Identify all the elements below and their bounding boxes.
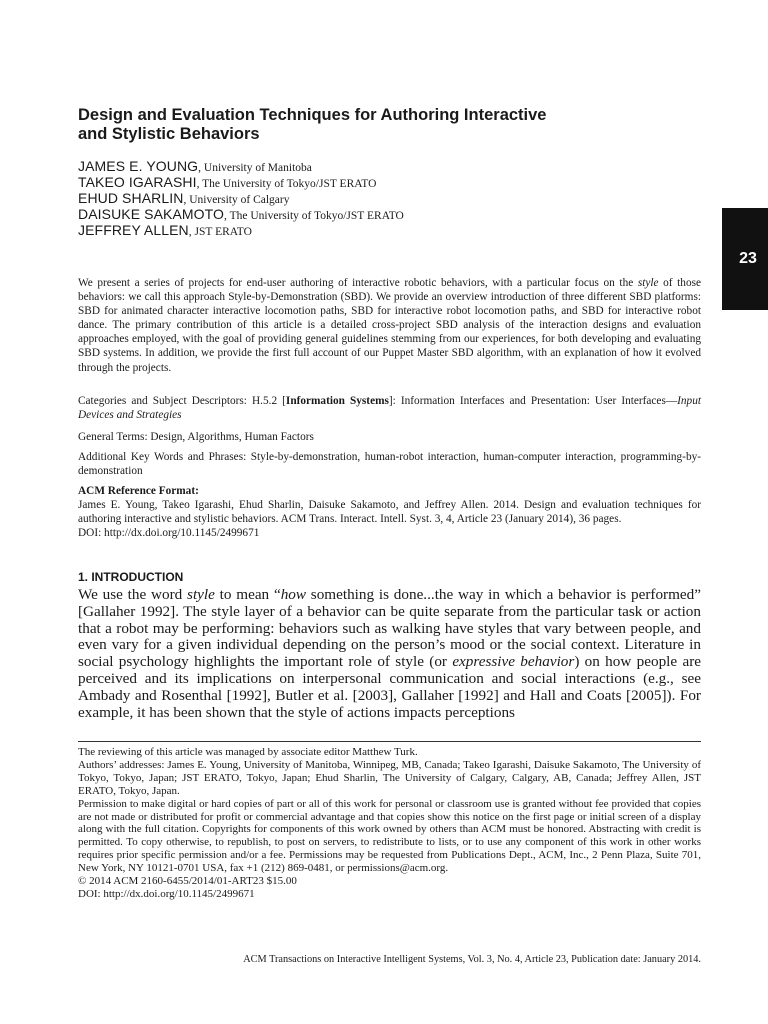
intro-text: to mean “ xyxy=(214,586,281,603)
author-name: DAISUKE SAKAMOTO xyxy=(78,206,225,222)
reference-format-heading: ACM Reference Format: xyxy=(78,485,199,497)
author-entry xyxy=(78,158,701,174)
general-terms: General Terms: Design, Algorithms, Human Factors xyxy=(78,431,314,443)
article-number: 23 xyxy=(739,250,757,267)
footnote-divider xyxy=(78,741,701,742)
footnotes xyxy=(78,746,701,901)
author-name: JEFFREY ALLEN xyxy=(78,222,189,238)
footnote-addresses: Authors’ addresses: James E. Young, University of Manitoba, Winnipeg, MB, Canada; Takeo Igarashi, Daisuke Sakamoto, The University of Tokyo, Tokyo, Japan; JST ERATO, Tokyo, Japan; Ehud Sharlin, The University of Calgary, Calgary, AB, Canada; Jeffrey Allen, JST ERATO, Tokyo, Japan. xyxy=(78,758,701,797)
intro-paragraph xyxy=(78,587,701,721)
author-affiliation: , The University of Tokyo/JST ERATO xyxy=(224,210,404,222)
abstract xyxy=(78,276,701,375)
reference-doi: DOI: http://dx.doi.org/10.1145/2499671 xyxy=(78,527,260,540)
intro-emphasis: expressive behavior xyxy=(452,653,575,671)
intro-emphasis: style xyxy=(187,586,215,603)
author-name: TAKEO IGARASHI xyxy=(78,174,197,190)
author-affiliation: , University of Calgary xyxy=(183,194,290,206)
reference-citation: James E. Young, Takeo Igarashi, Ehud Sharlin, Daisuke Sakamoto, and Jeffrey Allen. 2014. Design and evaluation techniques for authoring interactive and stylistic behaviors. ACM Trans. Interact. Intell. Syst. 3, 4, Article 23 (January 2014), 36 pages. xyxy=(78,499,701,526)
article-number-tab xyxy=(722,208,768,310)
abstract-text: We present a series of projects for end-user authoring of interactive robotic behaviors, with a particular focus on the xyxy=(78,277,638,289)
author-affiliation: , The University of Tokyo/JST ERATO xyxy=(196,178,377,190)
intro-text: We use the word xyxy=(78,586,188,603)
descriptor-italic: Input Devices and Strategies xyxy=(78,395,701,422)
subject-descriptors xyxy=(78,394,701,422)
title-line-2: and Stylistic Behaviors xyxy=(78,125,260,143)
running-footer: ACM Transactions on Interactive Intelligent Systems, Vol. 3, No. 4, Article 23, Publication date: January 2014. xyxy=(243,954,701,965)
author-affiliation: , JST ERATO xyxy=(188,226,252,238)
abstract-text: of those behaviors: we call this approach Style-by-Demonstration (SBD). We provide an overview introduction of three different SBD platforms: SBD for animated character interactive locomotion paths, SBD for interactive robot locomotion paths, and SBD for interactive robot dance. The primary contribution of this article is a detailed cross-project SBD analysis of the interaction designs and evaluation approaches employed, with the goal of providing general guidelines stemming from our experiences, for both developing and evaluating SBD systems. In addition, we provide the first full account of our Puppet Master SBD algorithm, with an explanation of how it evolved through the projects. xyxy=(78,277,702,374)
footnote-doi: DOI: http://dx.doi.org/10.1145/2499671 xyxy=(78,887,255,900)
author-entry xyxy=(78,222,701,238)
intro-emphasis: how xyxy=(280,586,307,603)
paper-page xyxy=(78,0,701,1024)
abstract-emphasis: style xyxy=(637,277,659,289)
descriptor-text: Categories and Subject Descriptors: H.5.2 [ xyxy=(78,395,286,407)
keywords: Additional Key Words and Phrases: Style-by-demonstration, human-robot interaction, human-computer interaction, programming-by-demonstration xyxy=(78,451,701,478)
footnote-copyright: © 2014 ACM 2160-6455/2014/01-ART23 $15.00 xyxy=(78,875,297,888)
author-name: JAMES E. YOUNG xyxy=(78,158,199,174)
intro-text: something is done...the way in which a behavior is performed” [Gallaher 1992]. The style layer of a behavior can be quite separate from the particular task or action that a robot may be performing: behaviors such as walking have styles that vary between people, and even vary for a given individual depending on the person’s mood or the social context. Literature in social psychology highlights the important role of style (or xyxy=(78,586,701,671)
footnote-permission: Permission to make digital or hard copies of part or all of this work for personal or classroom use is granted without fee provided that copies are not made or distributed for profit or commercial advantage and that copies show this notice on the first page or initial screen of a display along with the full citation. Copyrights for components of this work owned by others than ACM must be honored. Abstracting with credit is permitted. To copy otherwise, to republish, to post on servers, to redistribute to lists, or to use any component of this work in other works requires prior specific permission and/or a fee. Permissions may be requested from Publications Dept., ACM, Inc., 2 Penn Plaza, Suite 701, New York, NY 10121-0701 USA, fax +1 (212) 869-0481, or permissions@acm.org. xyxy=(78,797,701,875)
intro-text: ) on how people are perceived and its implications on interpersonal communication and social interactions (e.g., see Ambady and Rosenthal [1992], Butler et al. [2003], Gallaher [1992] and Hall and Coats [2005]). For example, it has been shown that the style of actions impacts perceptions xyxy=(78,653,701,721)
author-list xyxy=(78,158,701,238)
paper-title xyxy=(78,106,678,144)
reference-format xyxy=(78,498,701,540)
section-heading: 1. INTRODUCTION xyxy=(78,570,184,584)
descriptor-text: ]: Information Interfaces and Presentation: User Interfaces— xyxy=(388,395,678,407)
author-entry xyxy=(78,206,701,222)
author-entry xyxy=(78,174,701,190)
title-line-1: Design and Evaluation Techniques for Authoring Interactive xyxy=(78,106,547,124)
author-affiliation: , University of Manitoba xyxy=(198,162,312,174)
author-name: EHUD SHARLIN xyxy=(78,190,184,206)
descriptor-bold: Information Systems xyxy=(285,395,389,407)
author-entry xyxy=(78,190,701,206)
footnote-editor: The reviewing of this article was managed by associate editor Matthew Turk. xyxy=(78,746,418,758)
